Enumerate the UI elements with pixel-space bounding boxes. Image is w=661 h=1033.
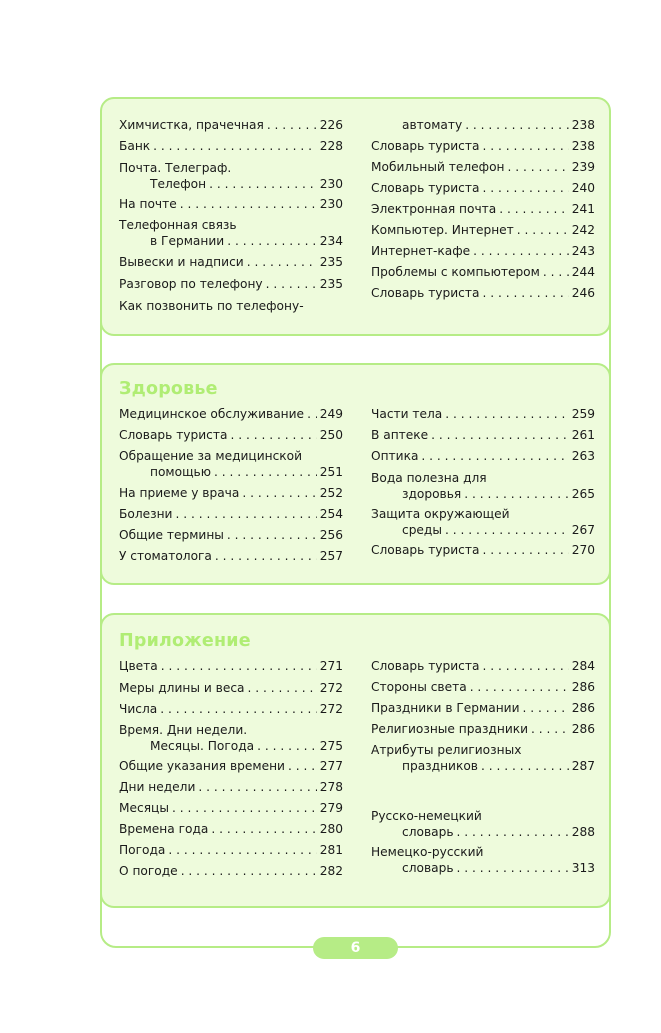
toc-entry-page: 230 [319, 197, 343, 211]
toc-entry [119, 722, 343, 754]
toc-entry-title: Как позвонить по телефону- [119, 299, 304, 313]
toc-entry [119, 680, 343, 696]
toc-entry [119, 779, 343, 795]
toc-entry-page: 256 [319, 528, 343, 542]
toc-entry [371, 201, 595, 217]
toc-entry-page: 228 [319, 139, 343, 153]
toc-entry [119, 427, 343, 443]
toc-entry-title: Дни недели [119, 780, 196, 794]
toc-entry-title: Медицинское обслуживание [119, 407, 305, 421]
toc-entry-page: 242 [571, 223, 595, 237]
toc-entry-title: Оптика [371, 449, 419, 463]
toc-entry-title: Мобильный телефон [371, 160, 505, 174]
toc-entry [119, 217, 343, 249]
toc-entry-page: 261 [571, 428, 595, 442]
toc-entry-title-cont: словарь [402, 861, 454, 875]
toc-entry-title: Телефонная связь [119, 218, 237, 232]
toc-entry-title: Меры длины и веса [119, 681, 245, 695]
toc-entry-page: 235 [319, 277, 343, 291]
toc-entry [371, 222, 595, 238]
toc-entry-title: Интернет-кафе [371, 244, 471, 258]
toc-entry-page: 265 [571, 487, 595, 501]
toc-entry-page: 286 [571, 701, 595, 715]
toc-entry [119, 117, 343, 133]
toc-entry-page: 286 [571, 722, 595, 736]
toc-entry-page: 270 [571, 543, 595, 557]
toc-entry [371, 117, 595, 133]
toc-entry-page: 243 [571, 244, 595, 258]
toc-entry-title: Разговор по телефону [119, 277, 263, 291]
toc-entry-page: 272 [319, 702, 343, 716]
toc-entry-page: 281 [319, 843, 343, 857]
toc-entry-title: Вывески и надписи [119, 255, 244, 269]
toc-entry [119, 485, 343, 501]
toc-entry-title: Атрибуты религиозных [371, 743, 522, 757]
toc-entry-title: Банк [119, 139, 151, 153]
toc-entry-title: Месяцы [119, 801, 169, 815]
toc-entry-title-cont: здоровья [402, 487, 462, 501]
toc-entry-page: 238 [571, 118, 595, 132]
toc-entry [371, 285, 595, 301]
toc-entry [119, 276, 343, 292]
toc-entry-title: Словарь туриста [371, 659, 480, 673]
toc-entry-title-cont: помощью [150, 465, 211, 479]
toc-entry-title: Химчистка, прачечная [119, 118, 264, 132]
toc-entry [371, 506, 595, 538]
toc-entry-title: Погода [119, 843, 166, 857]
toc-entry [119, 254, 343, 270]
toc-entry-title-cont: среды [402, 523, 442, 537]
toc-entry-title: Время. Дни недели. [119, 723, 248, 737]
toc-entry-page: 244 [571, 265, 595, 279]
toc-entry [119, 548, 343, 564]
toc-entry [119, 701, 343, 717]
toc-entry [371, 700, 595, 716]
toc-entry [371, 542, 595, 558]
toc-entry [119, 842, 343, 858]
toc-entry-page: 287 [571, 759, 595, 773]
toc-entry [371, 448, 595, 464]
toc-entry-title: У стоматолога [119, 549, 212, 563]
toc-entry [119, 160, 343, 192]
toc-entry-page: 246 [571, 286, 595, 300]
toc-entry-title-cont: праздников [402, 759, 478, 773]
toc-entry-page: 259 [571, 407, 595, 421]
toc-entry-page: 271 [319, 659, 343, 673]
toc-entry-title: Почта. Телеграф. [119, 161, 232, 175]
toc-entry [119, 658, 343, 674]
toc-entry [119, 821, 343, 837]
toc-entry [371, 742, 595, 774]
toc-entry-title: Словарь туриста [371, 286, 480, 300]
toc-entry-page: 240 [571, 181, 595, 195]
toc-entry [119, 298, 343, 314]
page-number: 6 [313, 937, 398, 959]
toc-entry [371, 180, 595, 196]
toc-panel-appendix [100, 613, 611, 908]
toc-entry-page: 267 [571, 523, 595, 537]
toc-entry-page: 275 [319, 739, 343, 753]
toc-entry-title: Вода полезна для [371, 471, 487, 485]
toc-entry-page: 263 [571, 449, 595, 463]
toc-entry [371, 658, 595, 674]
toc-entry [119, 758, 343, 774]
toc-entry-page: 251 [319, 465, 343, 479]
toc-entry-title: Словарь туриста [371, 543, 480, 557]
toc-entry-page: 284 [571, 659, 595, 673]
toc-entry [119, 527, 343, 543]
toc-entry [371, 243, 595, 259]
toc-entry [371, 470, 595, 502]
toc-entry [371, 406, 595, 422]
toc-entry-page: 257 [319, 549, 343, 563]
toc-entry [119, 196, 343, 212]
toc-entry [371, 159, 595, 175]
toc-entry [371, 844, 595, 876]
toc-entry-title: Общие указания времени [119, 759, 285, 773]
toc-entry [371, 721, 595, 737]
toc-entry-title-cont: автомату [402, 118, 463, 132]
toc-entry-title: На почте [119, 197, 177, 211]
toc-entry-page: 272 [319, 681, 343, 695]
toc-entry [119, 448, 343, 480]
toc-entry-title: Русско-немецкий [371, 809, 482, 823]
toc-entry-page: 254 [319, 507, 343, 521]
toc-entry-page: 286 [571, 680, 595, 694]
toc-entry-page: 239 [571, 160, 595, 174]
toc-entry-page: 250 [319, 428, 343, 442]
toc-entry-title: Части тела [371, 407, 443, 421]
toc-entry-title-cont: Месяцы. Погода [150, 739, 255, 753]
toc-entry-title: Цвета [119, 659, 158, 673]
toc-entry-page: 313 [571, 861, 595, 875]
toc-entry-title: Электронная почта [371, 202, 497, 216]
toc-entry-page: 277 [319, 759, 343, 773]
toc-entry-page: 230 [319, 177, 343, 191]
toc-panel-communication [100, 97, 611, 336]
toc-entry-title: Обращение за медицинской [119, 449, 303, 463]
toc-entry-title: Словарь туриста [119, 428, 228, 442]
toc-entry [119, 138, 343, 154]
toc-entry-title: Религиозные праздники [371, 722, 529, 736]
toc-panel-health [100, 363, 611, 585]
toc-entry-page: 234 [319, 234, 343, 248]
toc-entry-title: Стороны света [371, 680, 467, 694]
toc-entry-title: Компьютер. Интернет [371, 223, 514, 237]
toc-entry [119, 406, 343, 422]
toc-entry-title: Словарь туриста [371, 181, 480, 195]
toc-entry-title: Числа [119, 702, 158, 716]
toc-entry-title: Защита окружающей [371, 507, 510, 521]
section-title: Здоровье [119, 379, 218, 399]
toc-entry-page: 226 [319, 118, 343, 132]
toc-entry-title: Немецко-русский [371, 845, 484, 859]
toc-entry [371, 808, 595, 840]
toc-entry [371, 264, 595, 280]
toc-entry [371, 138, 595, 154]
toc-entry-page: 279 [319, 801, 343, 815]
toc-entry-title: На приеме у врача [119, 486, 240, 500]
toc-entry-page: 280 [319, 822, 343, 836]
toc-entry-page: 278 [319, 780, 343, 794]
toc-entry [119, 506, 343, 522]
toc-entry-title-cont: Телефон [150, 177, 207, 191]
toc-entry-page: 241 [571, 202, 595, 216]
toc-entry-page: 235 [319, 255, 343, 269]
toc-entry-title: Времена года [119, 822, 209, 836]
toc-entry-page: 249 [319, 407, 343, 421]
toc-entry-page: 252 [319, 486, 343, 500]
toc-entry [371, 679, 595, 695]
toc-entry-title: Общие термины [119, 528, 224, 542]
toc-entry [119, 863, 343, 879]
toc-entry-title-cont: в Германии [150, 234, 225, 248]
section-title: Приложение [119, 631, 251, 651]
toc-entry-title: Словарь туриста [371, 139, 480, 153]
toc-entry-page: 288 [571, 825, 595, 839]
toc-entry-title: Болезни [119, 507, 173, 521]
toc-entry-title-cont: словарь [402, 825, 454, 839]
toc-entry [371, 427, 595, 443]
toc-entry-page: 238 [571, 139, 595, 153]
toc-entry-page: 282 [319, 864, 343, 878]
toc-entry-title: О погоде [119, 864, 178, 878]
toc-entry-title: В аптеке [371, 428, 429, 442]
toc-entry [119, 800, 343, 816]
toc-entry-title: Проблемы с компьютером [371, 265, 540, 279]
toc-entry-title: Праздники в Германии [371, 701, 520, 715]
